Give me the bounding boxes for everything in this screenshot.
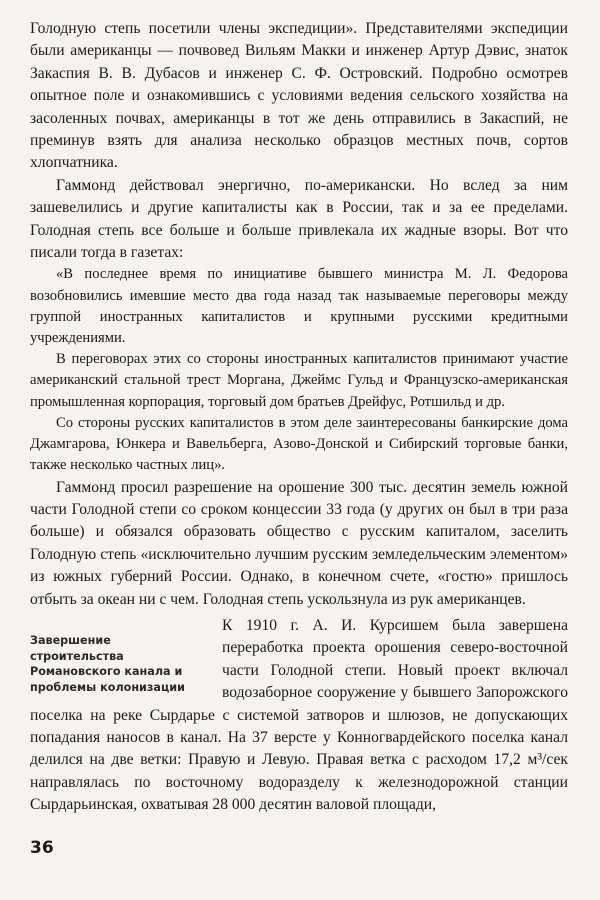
paragraph-concession: Гаммонд просил разрешение на орошение 300 тыс. десятин земель южной части Голодной степи со сроком концессии 33 года (у других он был в три раза больше) и обязался образовать общество с русским капиталом, заселить Голодную степь «исключительно лучшим русским земледельческим элементом» из южных губерний России. Однако, в конечном счете, «гостю» пришлось отбыть за океан ни с чем. Голодная степь ускользнула из рук американцев. bbox=[30, 478, 568, 608]
page-body bbox=[30, 18, 568, 817]
page-number: 36 bbox=[30, 838, 54, 858]
side-heading-line-1: Завершение bbox=[30, 633, 111, 647]
quote-paragraph-1: «В последнее время по инициативе бывшего министра М. Л. Федорова возобновились имевшие место два года назад так называемые переговоры между группой иностранных капиталистов и крупными русскими кредитными учреждениями. bbox=[30, 266, 568, 347]
side-heading-line-3: Романовского канала и bbox=[30, 665, 183, 679]
side-heading-line-4: проблемы колонизации bbox=[30, 680, 185, 694]
side-heading-line-2: строительства bbox=[30, 649, 124, 663]
quote-paragraph-2: В переговорах этих со стороны иностранных капиталистов принимают участие американский стальной трест Моргана, Джеймс Гульд и Французско-американская промышленная корпорация, торговый дом братьев Дрейфус, Ротшильд и др. bbox=[30, 351, 568, 410]
newspaper-quote bbox=[30, 264, 568, 476]
section-romanov-canal bbox=[30, 615, 568, 817]
paragraph-hammond: Гаммонд действовал энергично, по-американски. Но вслед за ним зашевелились и другие капиталисты как в России, так и за ее пределами. Голодная степь все больше и больше привлекала их жадные взоры. Вот что писали тогда в газетах: bbox=[30, 176, 568, 262]
paragraph-expedition: Голодную степь посетили члены экспедиции». Представителями экспедиции были американцы — почвовед Вильям Макки и инженер Артур Дэвис, знаток Закаспия В. В. Дубасов и инженер С. Ф. Островский. Подробно осмотрев опытное поле и ознакомившись с условиями ведения сельского хозяйства на засоленных почвах, американцы в тот же день отправились в Закаспий, не преминув взять для анализа несколько образцов местных почв, сортов хлопчатника. bbox=[30, 20, 568, 172]
section-side-heading bbox=[30, 633, 208, 695]
quote-paragraph-3: Со стороны русских капиталистов в этом деле заинтересованы банкирские дома Джамгарова, Юнкера и Вавельберга, Азово-Донской и Сибирский торговые банки, также несколько частных лиц». bbox=[30, 414, 568, 474]
paragraph-canal-project: К 1910 г. А. И. Курсишем была завершена переработка проекта орошения северо-восточной части Голодной степи. Новый проект включал водозаборное сооружение у бывшего Запорожского поселка на реке Сырдарье с системой затворов и шлюзов, не допускающих попадания наносов в канал. На 37 версте у Конногвардейского поселка канал делился на две ветки: Правую и Левую. Правая ветка с расходом 17,2 м³/сек направлялась по восточному водоразделу к железнодорожной станции Сырдарьинская, охватывая 28 000 десятин валовой площади, bbox=[30, 616, 568, 814]
